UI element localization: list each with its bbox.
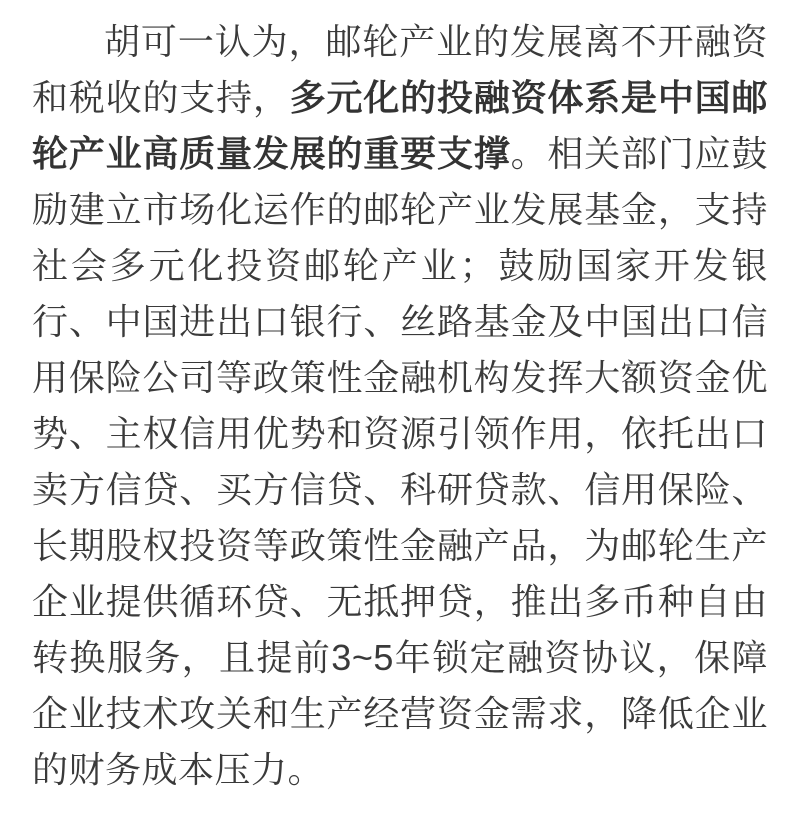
paragraph bbox=[32, 14, 768, 798]
paragraph-emphasis-text: 多元化的投融资体系是中国邮轮产业高质量发展的重要支撑 bbox=[32, 77, 768, 174]
paragraph-rest-text: 。相关部门应鼓励建立市场化运作的邮轮产业发展基金，支持社会多元化投资邮轮产业；鼓励国家开发银行、中国进出口银行、丝路基金及中国出口信用保险公司等政策性金融机构发挥大额资金优势、主权信用优势和资源引领作用，依托出口卖方信贷、买方信贷、科研贷款、信用保险、长期股权投资等政策性金融产品，为邮轮生产企业提供循环贷、无抵押贷，推出多币种自由转换服务，且提前3~5年锁定融资协议，保障企业技术攻关和生产经营资金需求，降低企业的财务成本压力。 bbox=[32, 133, 768, 790]
paragraph-lead-text: 胡可一认为，邮轮产业的发展离不开融资和税收的支持， bbox=[32, 21, 768, 118]
